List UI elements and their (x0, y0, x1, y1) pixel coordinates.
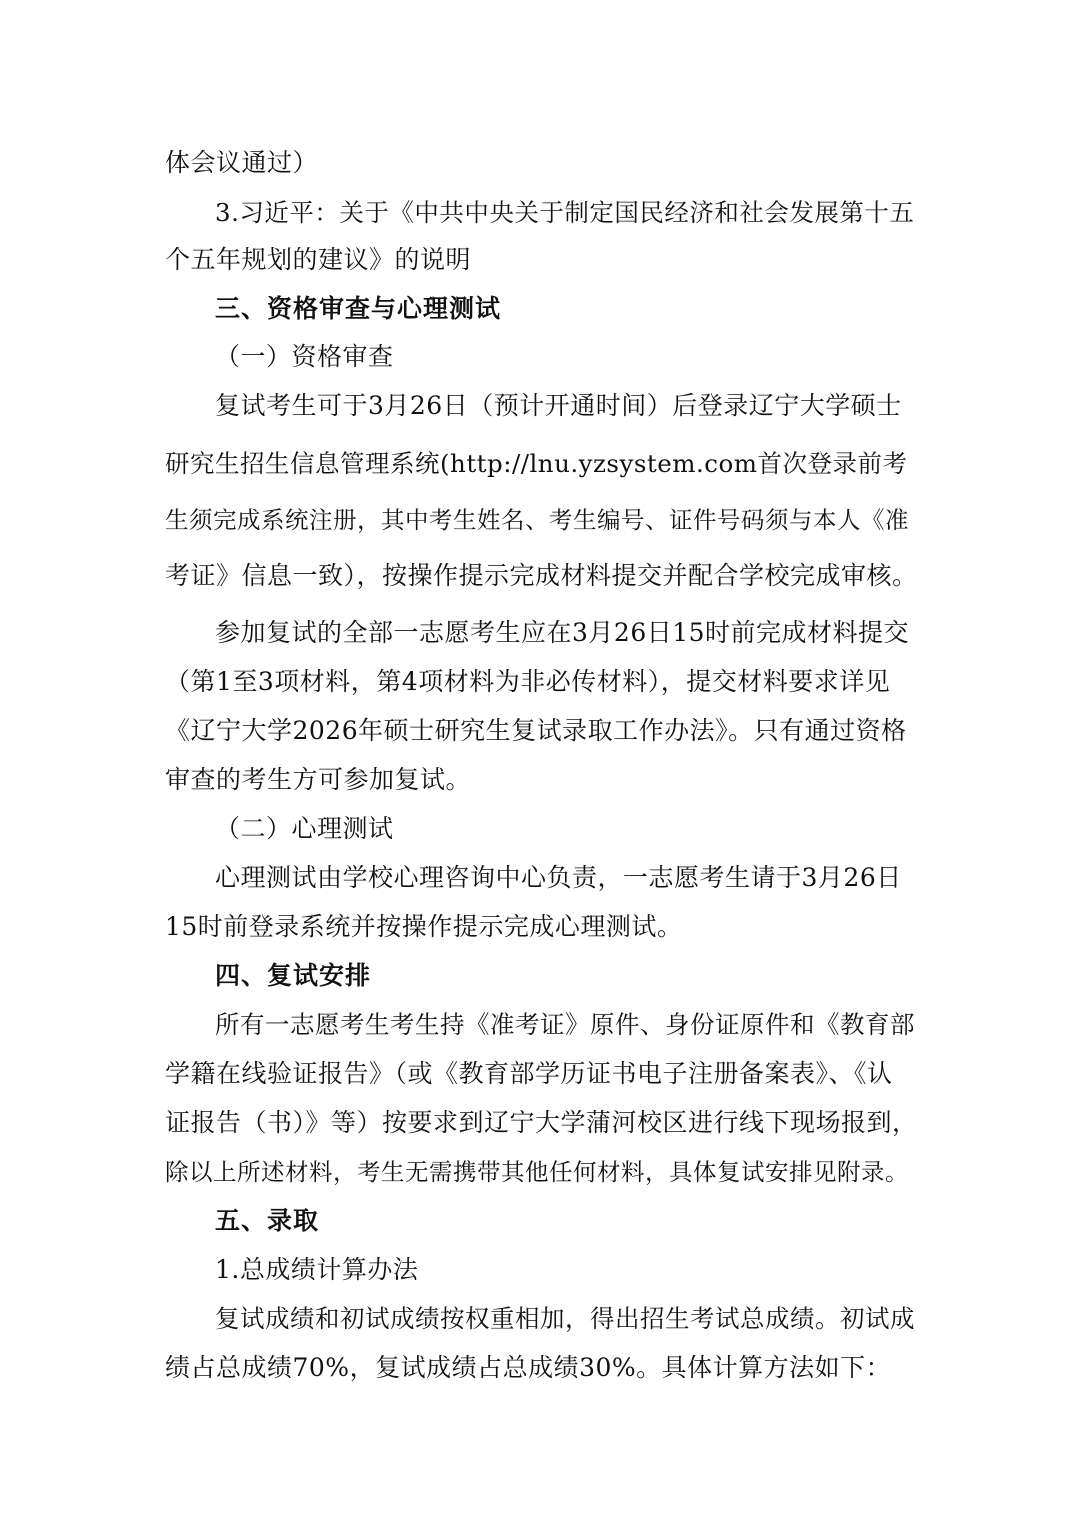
text-line: 个五年规划的建议》的说明 (165, 245, 472, 274)
section-heading: 五、录取 (215, 1206, 320, 1235)
text-line: 3.习近平：关于《中共中央关于制定国民经济和社会发展第十五 (215, 198, 915, 227)
text-line: 复试考生可于3月26日（预计开通时间）后登录辽宁大学硕士 (215, 391, 902, 420)
text-line: 《辽宁大学2026年硕士研究生复试录取工作办法》。只有通过资格 (165, 716, 907, 745)
subsection-heading: （一）资格审查 (215, 342, 394, 371)
text-line: 考证》信息一致），按操作提示完成材料提交并配合学校完成审核。 (165, 561, 918, 590)
text-line: 证报告（书）》等）按要求到辽宁大学蒲河校区进行线下现场报到， (165, 1108, 918, 1137)
text-line: 参加复试的全部一志愿考生应在3月26日15时前完成材料提交 (215, 618, 910, 647)
subsection-heading: 1.总成绩计算办法 (215, 1255, 419, 1284)
text-line: 心理测试由学校心理咨询中心负责，一志愿考生请于3月26日 (215, 863, 902, 892)
section-heading: 四、复试安排 (215, 961, 372, 990)
text-line: 绩占总成绩70%，复试成绩占总成绩30%。具体计算方法如下： (165, 1353, 892, 1382)
text-line: 复试成绩和初试成绩按权重相加，得出招生考试总成绩。初试成 (215, 1304, 915, 1333)
text-line: （第1至3项材料，第4项材料为非必传材料），提交材料要求详见 (165, 667, 891, 696)
subsection-heading: （二）心理测试 (215, 814, 394, 843)
text-line: 除以上所述材料，考生无需携带其他任何材料，具体复试安排见附录。 (165, 1158, 909, 1186)
text-line: 审查的考生方可参加复试。 (165, 765, 472, 794)
text-line: 学籍在线验证报告》（或《教育部学历证书电子注册备案表》、《认 (165, 1059, 893, 1088)
text-line: 生须完成系统注册，其中考生姓名、考生编号、证件号码须与本人《准 (165, 506, 909, 534)
text-line: 体会议通过） (165, 148, 319, 177)
text-line: 15时前登录系统并按操作提示完成心理测试。 (165, 912, 683, 941)
text-line: 研究生招生信息管理系统(http://lnu.yzsystem.com首次登录前考 (165, 449, 908, 478)
section-heading: 三、资格审查与心理测试 (215, 294, 502, 323)
text-line: 所有一志愿考生考生持《准考证》原件、身份证原件和《教育部 (215, 1010, 915, 1039)
